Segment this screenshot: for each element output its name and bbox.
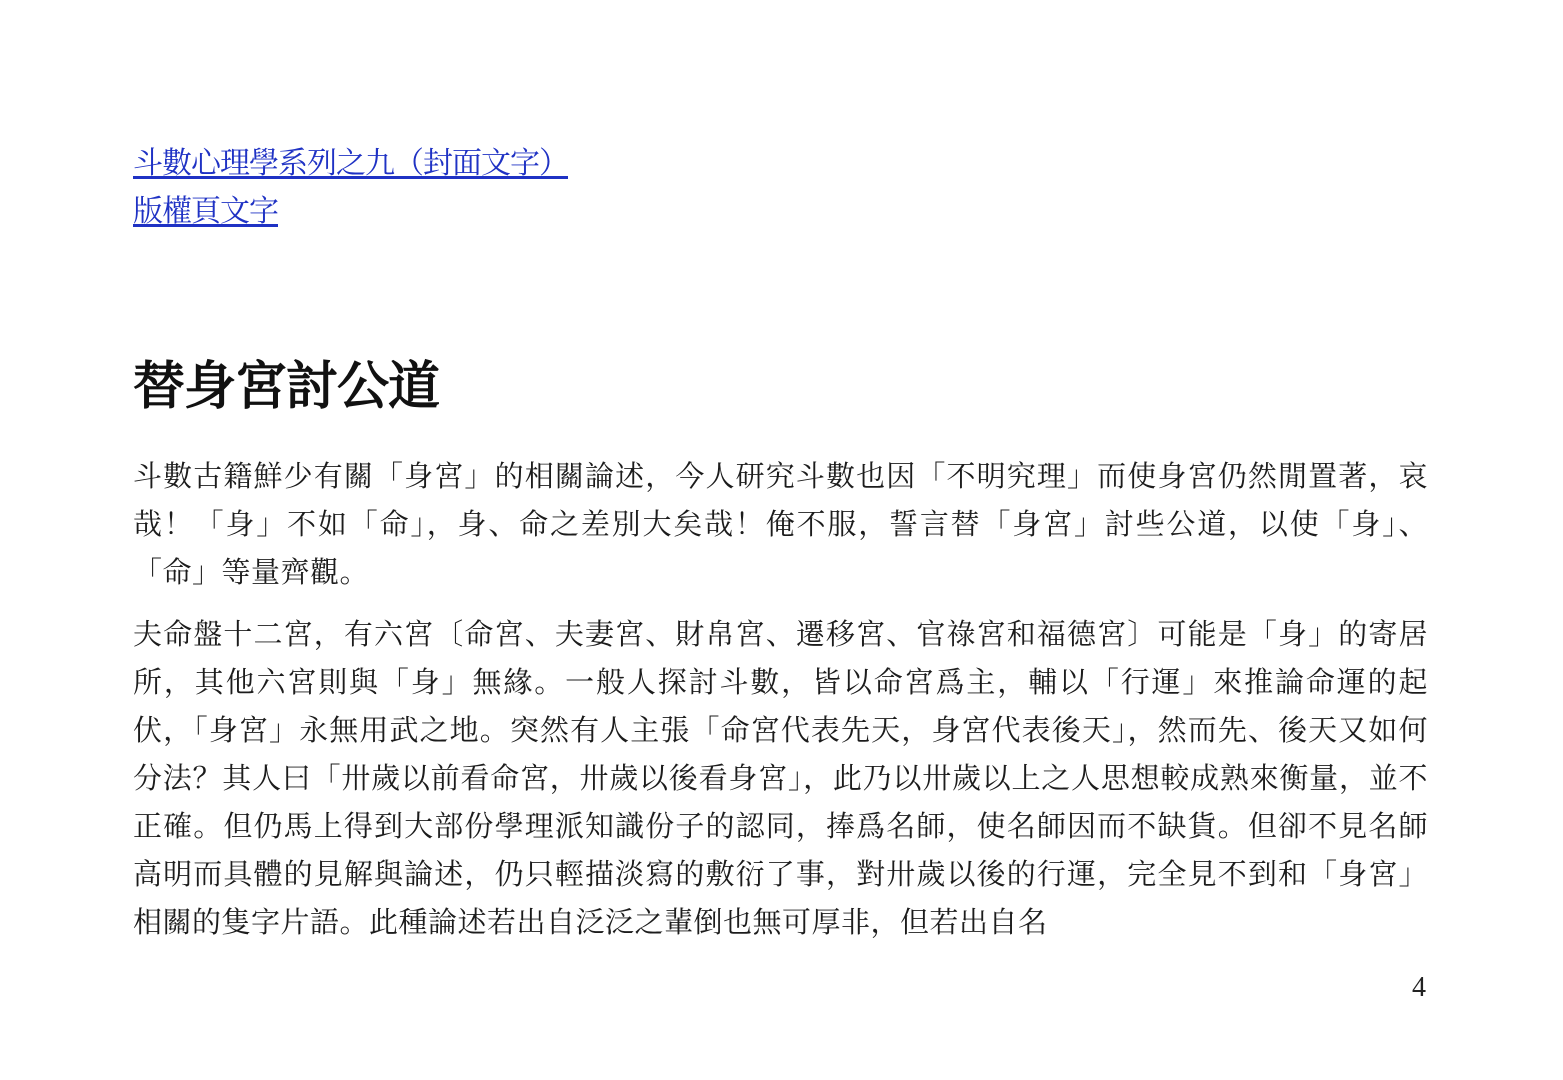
article-paragraph-2: 夫命盤十二宮，有六宮〔命宮、夫妻宮、財帛宮、遷移宮、官祿宮和福德宮〕可能是「身」的寄居所，其他六宮則與「身」無緣。一般人探討斗數，皆以命宮爲主，輔以「行運」來推論命運的起伏，「身宮」永無用武之地。突然有人主張「命宮代表先天，身宮代表後天」，然而先、後天又如何分法？其人曰「卅歲以前看命宮，卅歲以後看身宮」，此乃以卅歲以上之人思想較成熟來衡量，並不正確。但仍馬上得到大部份學理派知識份子的認同，捧爲名師，使名師因而不缺貨。但卻不見名師高明而具體的見解與論述，仍只輕描淡寫的敷衍了事，對卅歲以後的行運，完全見不到和「身宮」相關的隻字片語。此種論述若出自泛泛之輩倒也無可厚非，但若出自名 bbox=[133, 617, 1428, 939]
article-paragraph-1: 斗數古籍鮮少有關「身宮」的相關論述，今人研究斗數也因「不明究理」而使身宮仍然閒置著，哀哉！「身」不如「命」，身、命之差別大矣哉！俺不服，誓言替「身宮」討些公道，以使「身」、「命」等量齊觀。 bbox=[133, 459, 1428, 589]
link-copyright-page[interactable]: 版權頁文字 bbox=[133, 194, 278, 229]
article-title: 替身宮討公道 bbox=[133, 357, 440, 417]
link-cover-text[interactable]: 斗數心理學系列之九（封面文字） bbox=[133, 146, 568, 181]
link-list bbox=[133, 140, 833, 236]
article-body bbox=[133, 452, 1428, 960]
page-number: 4 bbox=[1412, 972, 1426, 1003]
